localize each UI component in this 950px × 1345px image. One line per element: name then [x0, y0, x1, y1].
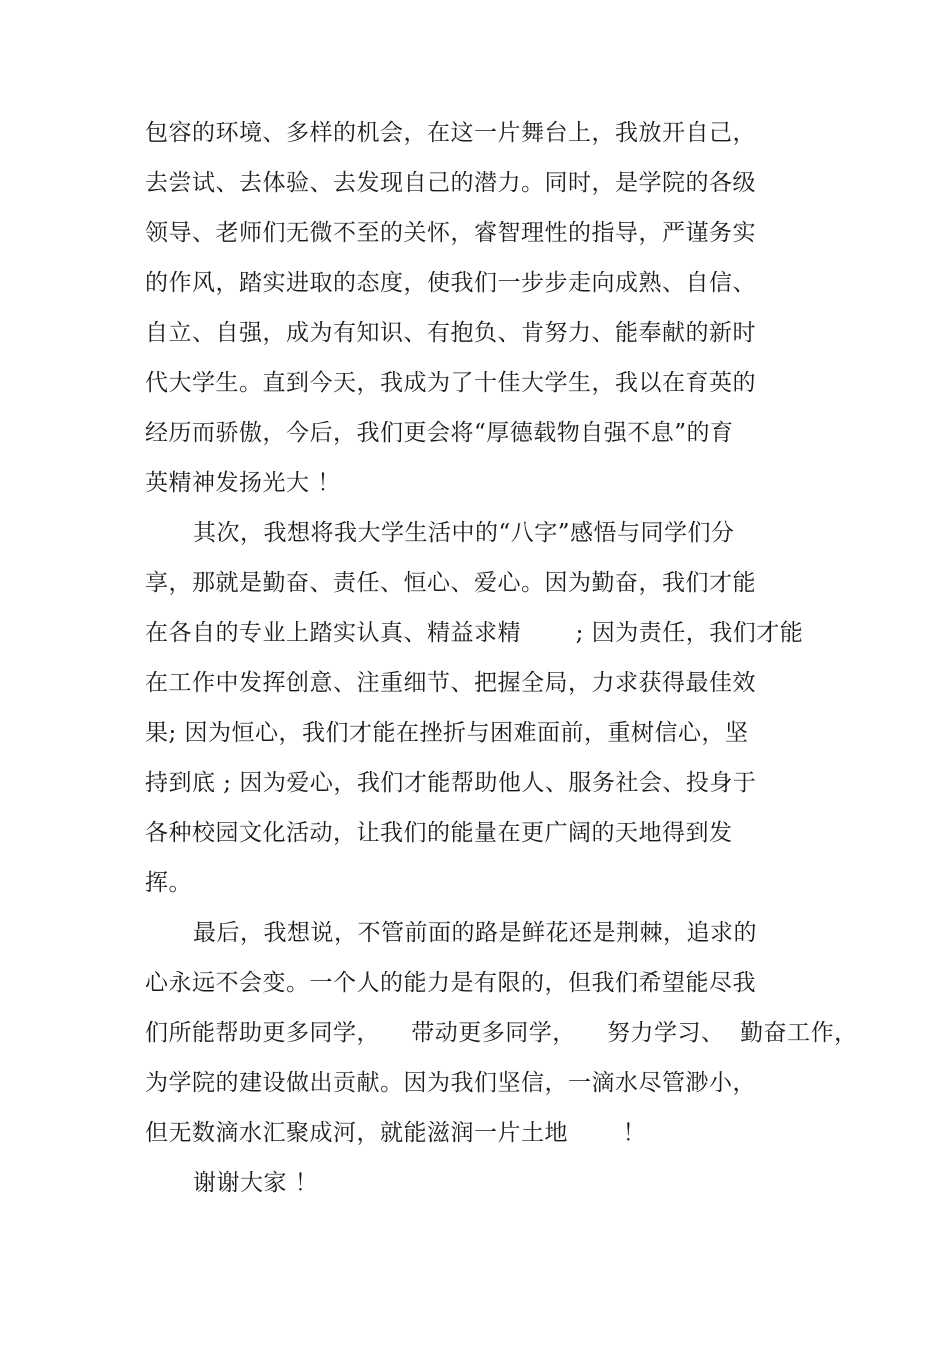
text-line: 挥。: [145, 870, 192, 896]
text-line: 代大学生。直到今天，我成为了十佳大学生，我以在育英的: [145, 370, 756, 396]
text-line: 为学院的建设做出贡献。因为我们坚信，一滴水尽管渺小，: [145, 1070, 756, 1096]
text-line: 自立、自强，成为有知识、有抱负、肯努力、能奉献的新时: [145, 320, 756, 346]
text-line: 经历而骄傲，今后，我们更会将“厚德载物自强不息”的育: [145, 420, 734, 446]
text-line: 持到底 ; 因为爱心，我们才能帮助他人、服务社会、投身于: [145, 770, 757, 796]
paragraph-start-line: 其次，我想将我大学生活中的“八字”感悟与同学们分: [193, 520, 735, 546]
text-line: 在各自的专业上踏实认真、精益求精 ; 因为责任，我们才能: [145, 620, 804, 646]
text-line: 去尝试、去体验、去发现自己的潜力。同时，是学院的各级: [145, 170, 756, 196]
text-line: 英精神发扬光大 ！: [145, 470, 341, 496]
paragraph-start-line: 最后，我想说，不管前面的路是鲜花还是荆棘，追求的: [193, 920, 757, 946]
text-line: 包容的环境、多样的机会，在这一片舞台上，我放开自己，: [145, 120, 756, 146]
text-line: 在工作中发挥创意、注重细节、把握全局，力求获得最佳效: [145, 670, 756, 696]
text-line: 但无数滴水汇聚成河，就能滋润一片土地 ！: [145, 1120, 647, 1146]
text-line: 各种校园文化活动，让我们的能量在更广阔的天地得到发: [145, 820, 733, 846]
text-line: 心永远不会变。一个人的能力是有限的，但我们希望能尽我: [145, 970, 756, 996]
closing-line: 谢谢大家 ！: [193, 1170, 319, 1196]
text-line: 享，那就是勤奋、责任、恒心、爱心。因为勤奋，我们才能: [145, 570, 756, 596]
text-line: 的作风，踏实进取的态度，使我们一步步走向成熟、自信、: [145, 270, 756, 296]
text-line: 果; 因为恒心，我们才能在挫折与困难面前，重树信心，坚: [145, 720, 749, 746]
text-line: 们所能帮助更多同学， 带动更多同学， 努力学习、 勤奋工作，: [145, 1020, 858, 1046]
text-line: 领导、老师们无微不至的关怀，睿智理性的指导，严谨务实: [145, 220, 756, 246]
